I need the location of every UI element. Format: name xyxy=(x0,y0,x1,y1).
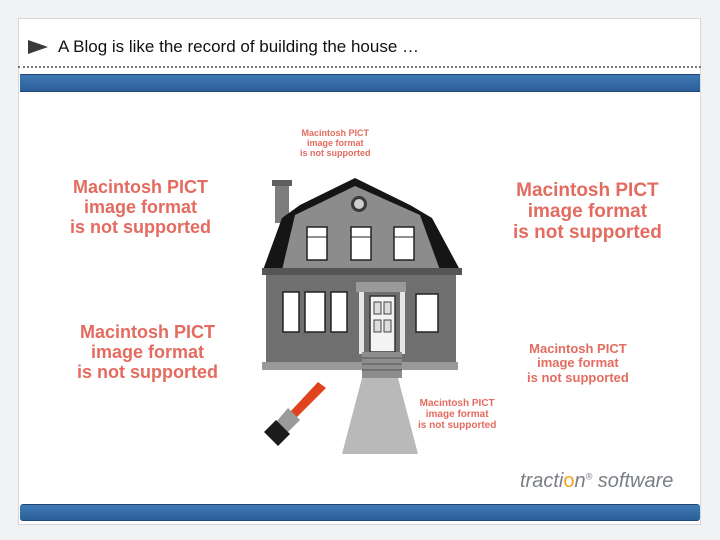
pict-placeholder-left-upper: Macintosh PICT image format is not supported xyxy=(70,177,211,237)
traction-software-logo: traction® software xyxy=(520,470,674,492)
pict-placeholder-left-lower: Macintosh PICT image format is not supported xyxy=(77,322,218,382)
pict-placeholder-right-lower: Macintosh PICT image format is not supported xyxy=(527,341,629,385)
pict-placeholder-top-center: Macintosh PICT image format is not supported xyxy=(300,128,371,158)
pict-placeholder-bottom-center: Macintosh PICT image format is not supported xyxy=(418,398,497,431)
bottom-accent-band xyxy=(20,504,700,521)
pict-placeholder-right-upper: Macintosh PICT image format is not supported xyxy=(513,180,662,243)
slide-title: A Blog is like the record of building the house … xyxy=(58,37,419,56)
